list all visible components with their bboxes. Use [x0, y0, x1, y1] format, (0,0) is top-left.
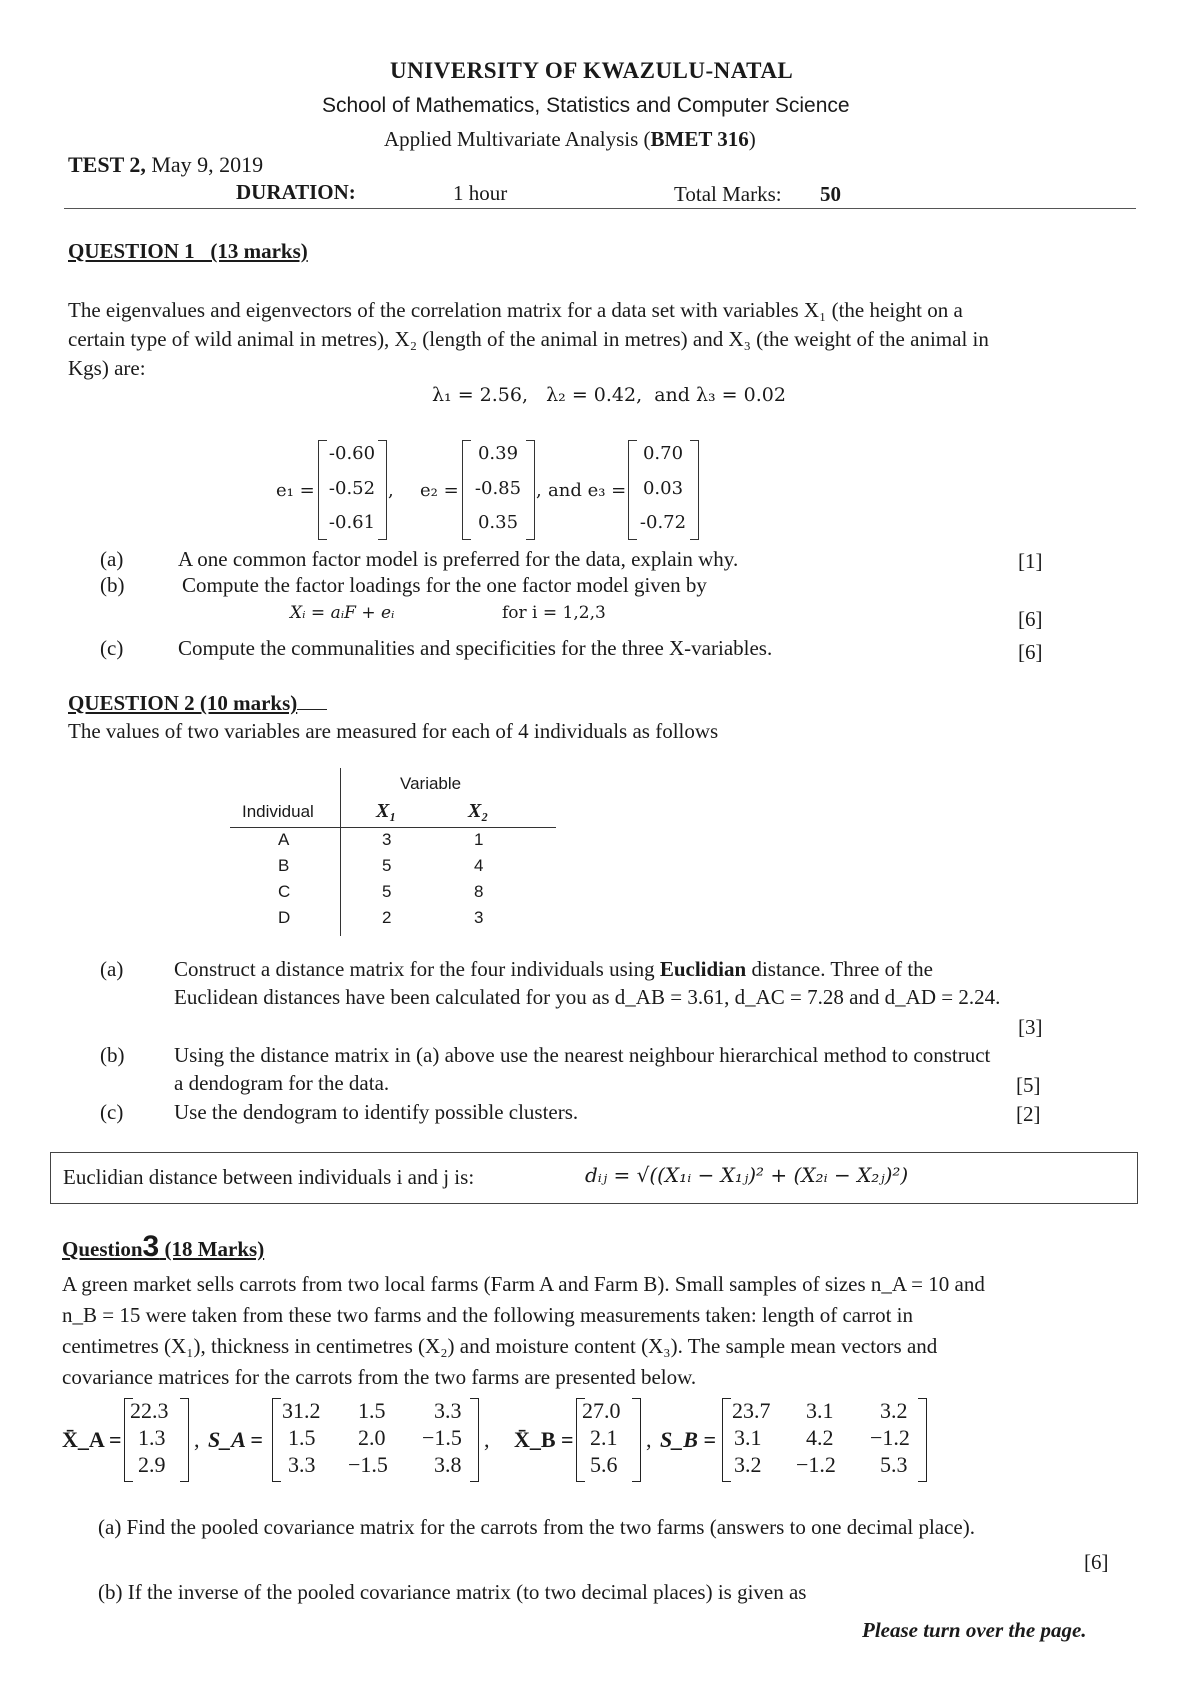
table-cell: B: [278, 856, 290, 875]
xb-label: X̄_B =: [514, 1427, 574, 1452]
duration-label: DURATION:: [236, 180, 356, 204]
q1b-marks: [6]: [1018, 607, 1043, 631]
q2a-line1-post: distance. Three of the: [746, 957, 933, 981]
e3-entry: -0.72: [639, 512, 687, 533]
sa-left-bracket: [272, 1398, 281, 1482]
q1a-text: A one common factor model is preferred for the data, explain why.: [178, 547, 739, 571]
q2c-label: (c): [100, 1100, 124, 1124]
sa-entry: 2.0: [358, 1425, 386, 1450]
q1-title: QUESTION 1 (13 marks): [68, 239, 308, 263]
xa-entry: 1.3: [138, 1425, 166, 1450]
sb-entry: 23.7: [732, 1398, 771, 1423]
q3-line2: n_B = 15 were taken from these two farms and the following measurements taken: length of carrot in: [62, 1303, 914, 1327]
sb-label: S_B =: [660, 1427, 716, 1452]
comma: ,: [646, 1427, 652, 1452]
test-date: TEST 2, May 9, 2019: [68, 152, 264, 177]
xa-right-bracket: [180, 1398, 189, 1482]
e2-entry: 0.35: [477, 512, 519, 533]
e2-right-bracket: [526, 440, 535, 540]
q1-intro-line2: certain type of wild animal in metres), X₂ (length of the animal in metres) and X₃ (the weight of the animal in: [68, 327, 989, 351]
q2b-line2: a dendogram for the data.: [174, 1071, 390, 1095]
xb-entry: 27.0: [582, 1398, 621, 1423]
xa-entry: 22.3: [130, 1398, 169, 1423]
table-cell: C: [278, 882, 291, 901]
comma: ,: [388, 480, 394, 501]
q2-intro: The values of two variables are measured for each of 4 individuals as follows: [68, 719, 719, 743]
q1c-label: (c): [100, 636, 124, 660]
e2-entry: 0.39: [477, 443, 519, 464]
q2b-line1: Using the distance matrix in (a) above use the nearest neighbour hierarchical method to construct: [174, 1043, 991, 1067]
euclidean-formula: dᵢⱼ = √((X₁ᵢ − X₁ⱼ)² + (X₂ᵢ − X₂ⱼ)²): [585, 1163, 909, 1187]
header-divider: [64, 208, 1136, 209]
sa-entry: 3.3: [434, 1398, 462, 1423]
comma: ,: [536, 480, 542, 501]
q1a-label: (a): [100, 547, 124, 571]
sa-label: S_A =: [208, 1427, 263, 1452]
variable-header: Variable: [400, 774, 462, 793]
q2a-marks: [3]: [1018, 1015, 1043, 1039]
table-cell: 3: [382, 830, 392, 849]
x1-header: X₁: [376, 800, 397, 822]
sa-right-bracket: [470, 1398, 479, 1482]
table-cell: 2: [382, 908, 392, 927]
q2c-marks: [2]: [1016, 1102, 1041, 1126]
q2a-line1-pre: Construct a distance matrix for the four individuals using: [174, 957, 660, 981]
turn-over-note: Please turn over the page.: [862, 1618, 1087, 1642]
sb-entry: 3.2: [880, 1398, 908, 1423]
q3-line1: A green market sells carrots from two local farms (Farm A and Farm B). Small samples of sizes n_A = 10 and: [62, 1272, 985, 1296]
sb-entry: 5.3: [880, 1452, 908, 1477]
q1-intro-line3: Kgs) are:: [68, 356, 146, 380]
table-cell: D: [278, 908, 291, 927]
q3-line3: centimetres (X₁), thickness in centimetres (X₂) and moisture content (X₃). The sample mean vectors and: [62, 1334, 938, 1358]
course-title: Applied Multivariate Analysis (BMET 316): [384, 127, 756, 151]
q3a-marks: [6]: [1084, 1550, 1109, 1574]
duration-value: 1 hour: [453, 181, 508, 205]
sb-entry: 4.2: [806, 1425, 834, 1450]
table-cell: 5: [382, 856, 392, 875]
q2a-line1: [174, 957, 933, 982]
q1-intro-line1: The eigenvalues and eigenvectors of the correlation matrix for a data set with variables X₁ (the height on a: [68, 298, 963, 322]
sa-entry: 31.2: [282, 1398, 321, 1423]
q3-title: [62, 1232, 264, 1264]
table-cell: 4: [474, 856, 484, 875]
sb-entry: 3.1: [806, 1398, 834, 1423]
e3-entry: 0.03: [642, 478, 684, 499]
school-name: School of Mathematics, Statistics and Computer Science: [322, 94, 850, 117]
xb-entry: 2.1: [590, 1425, 618, 1450]
e1-label: e₁ =: [276, 480, 315, 501]
factor-model-condition: for i = 1,2,3: [502, 603, 606, 623]
table-header-rule: [230, 827, 556, 828]
table-vertical-rule: [340, 768, 341, 936]
sa-entry: 1.5: [288, 1425, 316, 1450]
q3-title-pre: Question: [62, 1237, 143, 1261]
university-name: UNIVERSITY OF KWAZULU-NATAL: [390, 58, 794, 83]
sa-entry: −1.5: [348, 1452, 388, 1477]
eigenvalues: λ₁ = 2.56, λ₂ = 0.42, and λ₃ = 0.02: [432, 384, 786, 406]
q2b-label: (b): [100, 1043, 125, 1067]
e1-right-bracket: [378, 440, 387, 540]
xa-label: X̄_A =: [62, 1427, 122, 1452]
sa-entry: 3.3: [288, 1452, 316, 1477]
e1-entry: -0.52: [328, 478, 376, 499]
sa-entry: 3.8: [434, 1452, 462, 1477]
sb-entry: 3.1: [734, 1425, 762, 1450]
formula-box: [50, 1152, 1138, 1204]
q3a-text: (a) Find the pooled covariance matrix for the carrots from the two farms (answers to one decimal place).: [98, 1515, 975, 1539]
total-marks-value: 50: [820, 182, 841, 206]
table-cell: 5: [382, 882, 392, 901]
q2a-line2: Euclidean distances have been calculated for you as d_AB = 3.61, d_AC = 7.28 and d_AD = 2.24.: [174, 985, 1001, 1009]
total-marks-label: Total Marks:: [674, 182, 782, 206]
xb-entry: 5.6: [590, 1452, 618, 1477]
table-cell: A: [278, 830, 290, 849]
sa-entry: −1.5: [422, 1425, 462, 1450]
e1-entry: -0.60: [328, 443, 376, 464]
q2a-label: (a): [100, 957, 124, 981]
sb-left-bracket: [722, 1398, 731, 1482]
q2a-line1-bold: Euclidian: [659, 957, 747, 981]
table-cell: 3: [474, 908, 484, 927]
factor-model-equation: Xᵢ = aᵢF + eᵢ: [290, 603, 395, 623]
table-cell: 1: [474, 830, 484, 849]
e3-label: and e₃ =: [548, 480, 627, 501]
q1b-text: Compute the factor loadings for the one factor model given by: [182, 573, 707, 597]
sa-entry: 1.5: [358, 1398, 386, 1423]
sb-entry: 3.2: [734, 1452, 762, 1477]
x2-header: X₂: [468, 800, 489, 822]
sb-right-bracket: [918, 1398, 927, 1482]
comma: ,: [194, 1427, 200, 1452]
e1-entry: -0.61: [328, 512, 376, 533]
xa-entry: 2.9: [138, 1452, 166, 1477]
sb-entry: −1.2: [796, 1452, 836, 1477]
e2-entry: -0.85: [474, 478, 522, 499]
q2-title: [68, 689, 327, 718]
comma: ,: [484, 1427, 490, 1452]
e3-right-bracket: [690, 440, 699, 540]
xb-right-bracket: [632, 1398, 641, 1482]
q3-title-post: (18 Marks): [159, 1237, 265, 1261]
formula-box-text: Euclidian distance between individuals i and j is:: [63, 1165, 475, 1189]
q3b-text: (b) If the inverse of the pooled covariance matrix (to two decimal places) is given as: [98, 1580, 807, 1604]
q2-title-text: QUESTION 2 (10 marks): [68, 691, 298, 715]
q1c-text: Compute the communalities and specificities for the three X-variables.: [178, 636, 773, 660]
q1c-marks: [6]: [1018, 640, 1043, 664]
q3-line4: covariance matrices for the carrots from the two farms are presented below.: [62, 1365, 697, 1389]
table-cell: 8: [474, 882, 484, 901]
q2c-text: Use the dendogram to identify possible clusters.: [174, 1100, 579, 1124]
individual-header: Individual: [242, 802, 314, 821]
q3-title-number: 3: [142, 1230, 160, 1263]
q1a-marks: [1]: [1018, 549, 1043, 573]
sb-entry: −1.2: [870, 1425, 910, 1450]
data-table: [230, 768, 560, 938]
e2-label: e₂ =: [420, 480, 459, 501]
e3-entry: 0.70: [642, 443, 684, 464]
q1b-label: (b): [100, 573, 125, 597]
q2b-marks: [5]: [1016, 1073, 1041, 1097]
